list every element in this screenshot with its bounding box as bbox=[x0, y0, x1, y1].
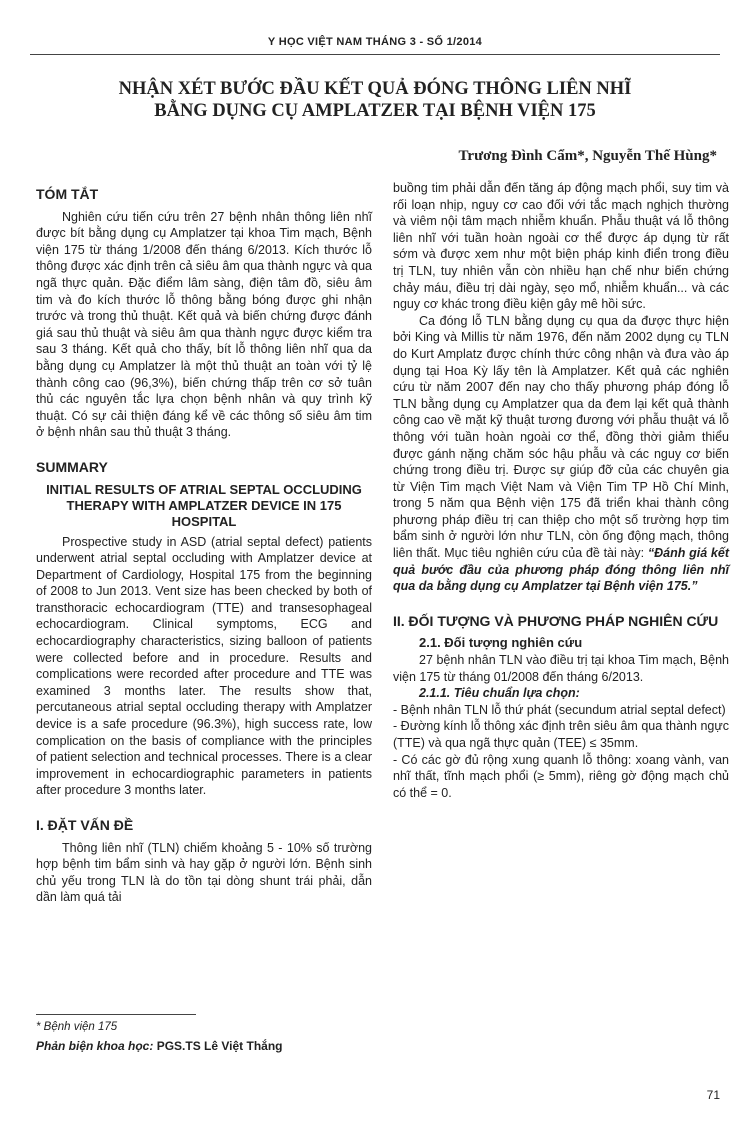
criteria-item: - Đường kính lỗ thông xác định trên siêu âm qua thành ngực (TTE) và qua ngã thực quản (TEE) ≤ 35mm. bbox=[393, 719, 729, 750]
reviewer-label: Phản biện khoa học: bbox=[36, 1039, 154, 1053]
footnote-affiliation: * Bệnh viện 175 bbox=[36, 1021, 118, 1033]
header-divider bbox=[30, 54, 720, 55]
section2-heading: II. ĐỐI TƯỢNG VÀ PHƯƠNG PHÁP NGHIÊN CỨU bbox=[393, 612, 719, 629]
right-column bbox=[393, 180, 729, 801]
subsection-2-1-1: 2.1.1. Tiêu chuẩn lựa chọn: bbox=[419, 686, 580, 701]
reviewer-name: PGS.TS Lê Việt Thắng bbox=[156, 1039, 283, 1053]
intro-paragraph-2-text: Ca đóng lỗ TLN bằng dụng cụ qua da được thực hiện bởi King và Millis từ năm 1976, đến năm 2002 dụng cụ TLN do Kurt Amplatz được chính thức công nhận và đưa vào áp dụng tại Hoa Kỳ lấy tên là Amplatzer. Kết quả các nghiên cứu từ năm 2007 đến nay cho thấy phương pháp đóng lỗ TLN bằng dụng cụ Amplatzer qua da đem lại kết quả thành công cao về mặt kỹ thuật tương đương với phẫu thuật vá lỗ thông với tuần hoàn ngoài cơ thể, đồng thời giảm thiểu được gánh nặng chăm sóc hậu phẫu và các nguy cơ biến chứng trong điều trị. Được sự giúp đỡ của các chuyên gia từ Viện Tim mạch Việt Nam và Viện Tim TP Hồ Chí Minh, trong 5 năm qua Bệnh viện 175 đã triển khai thành công phương pháp điều trị can thiệp cho một số trường hợp tim bẩm sinh ở người lớn như TLN, còn ống động mạch, thông liên thất. Mục tiêu nghiên cứu của đề tài này: bbox=[393, 313, 729, 561]
section1-heading: I. ĐẶT VẤN ĐỀ bbox=[36, 817, 134, 833]
title-line-2: BẰNG DỤNG CỤ AMPLATZER TẠI BỆNH VIỆN 175 bbox=[154, 101, 596, 121]
criteria-item: - Bệnh nhân TLN lỗ thứ phát (secundum atrial septal defect) bbox=[393, 702, 726, 717]
abstract-text: Nghiên cứu tiến cứu trên 27 bệnh nhân thông liên nhĩ được bít bằng dụng cụ Amplatzer tại khoa Tim mạch, Bệnh viện 175 từ tháng 1/2008 đến tháng 6/2013. Kích thước lỗ thông được xác định trên cả siêu âm qua thành ngực và qua ngã thực quản. Đặc điểm lâm sàng, điện tâm đồ, siêu âm tim và đo kích thước lỗ thông bằng bóng được ghi nhận trước và trong thủ thuật. Kết quả và biến chứng được đánh giá sau thủ thuật và siêu âm qua thành ngực được kiểm tra sau 3 tháng. Kết quả cho thấy, bít lỗ thông liên nhĩ qua da bằng dụng cụ Amplatzer là một thủ thuật an toàn với tỷ lệ thành công cao (96,3%), biến chứng thấp trên cơ sở tuân thủ các nguyên tắc lựa chọn bệnh nhân và quy trình kỹ thuật. Có sự cải thiện đáng kể về các thông số siêu âm tim ở bệnh nhân sau thủ thuật 3 tháng. bbox=[36, 209, 372, 440]
subsection-2-1: 2.1. Đối tượng nghiên cứu bbox=[419, 635, 583, 651]
section1-text: Thông liên nhĩ (TLN) chiếm khoảng 5 - 10% số trường hợp bệnh tim bẩm sinh và hay gặp ở người lớn. Bệnh sinh chủ yếu trong TLN là do tồn tại dòng shunt trái phải, dẫn dần làm quá tải bbox=[36, 840, 372, 905]
subsection-2-1-text: 27 bệnh nhân TLN vào điều trị tại khoa Tim mạch, Bệnh viện 175 từ tháng 01/2008 đến tháng 6/2013. bbox=[393, 653, 729, 684]
page-number: 71 bbox=[706, 1088, 720, 1102]
authors: Trương Đình Cẩm*, Nguyễn Thế Hùng* bbox=[458, 148, 717, 164]
objective-quote: “Đánh giá kết quả bước đầu của phương pháp đóng thông liên nhĩ qua da bằng dụng cụ Amplatzer tại Bệnh viện 175.” bbox=[393, 546, 729, 594]
summary-heading: SUMMARY bbox=[36, 458, 108, 475]
article-title bbox=[50, 78, 700, 122]
footnote-divider bbox=[36, 1014, 196, 1015]
criteria-item: - Có các gờ đủ rộng xung quanh lỗ thông: xoang vành, van nhĩ thất, tĩnh mạch phổi (≥ 5mm), riêng gờ động mạch chủ có thể = 0. bbox=[393, 752, 729, 800]
summary-title: INITIAL RESULTS OF ATRIAL SEPTAL OCCLUDING THERAPY WITH AMPLATZER DEVICE IN 175 HOSPITAL bbox=[46, 481, 362, 529]
abstract-heading: TÓM TẮT bbox=[36, 186, 99, 202]
left-column bbox=[36, 180, 372, 906]
summary-text: Prospective study in ASD (atrial septal defect) patients underwent atrial septal occluding with Amplatzer device at Department of Cardiology, Hospital 175 from the beginning of 2008 to Jun 2013. Vent size has been checked by both of transthoracic echocardiogram (TTE) and transesophageal echocardiogram. Clinical symptoms, ECG and echocardiography characteristics, sizing balloon of patients were collected before and in procedure. Results and complications were recorded after procedure and TTE was examined 3 months later. The results show that, percutaneous atrial septal occluding therapy with Amplatzer device is a safe procedure (96.3%), high success rate, low complication on the basis of compliance with the principles of patient selection and technical processes. There is a clear improvement in echocardiographic parameters in patients after procedure 3 months later. bbox=[36, 534, 372, 798]
intro-paragraph-1: buồng tim phải dẫn đến tăng áp động mạch phổi, suy tim và rối loạn nhịp, nguy cơ cao đối với tắc mạch nghịch thường và viêm nội tâm mạch nhiễm khuẩn. Phẫu thuật vá lỗ thông liên nhĩ với tuần hoàn ngoài cơ thể được áp dụng từ rất sớm và được xem như một biện pháp kinh điển trong điều trị TLN, tuy nhiên vẫn còn nhiều hạn chế như biến chứng chảy máu, điều trị dài ngày, sẹo mổ, nhiễm khuẩn... và các nguy cơ khác trong điều kiện gây mê hồi sức. bbox=[393, 181, 729, 312]
journal-header: Y HỌC VIỆT NAM THÁNG 3 - SỐ 1/2014 bbox=[267, 36, 483, 48]
title-line-1: NHẬN XÉT BƯỚC ĐẦU KẾT QUẢ ĐÓNG THÔNG LIÊN NHĨ bbox=[118, 79, 632, 99]
footnote-reviewer bbox=[36, 1039, 283, 1053]
intro-paragraph-2 bbox=[393, 313, 729, 595]
